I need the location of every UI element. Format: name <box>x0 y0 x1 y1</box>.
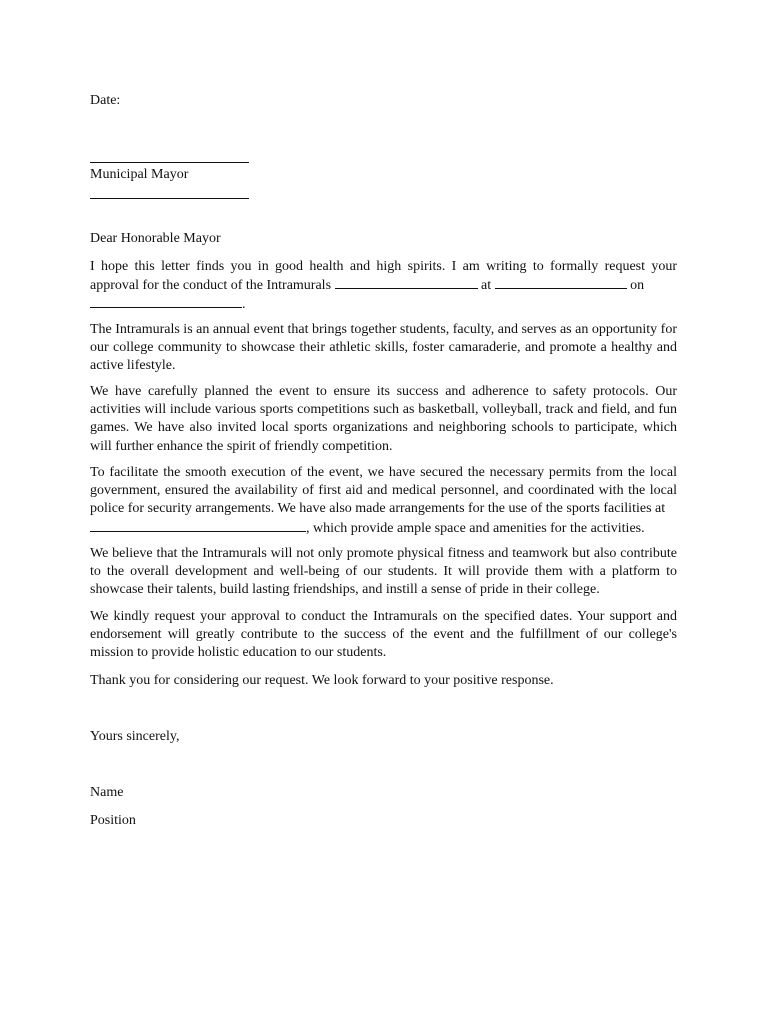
at-text: at <box>481 278 492 294</box>
paragraph-1-text: I hope this letter finds you in good health and high spirits. I am writing to formally request your approval for the conduct of the Intramurals <box>90 259 677 294</box>
event-name-blank <box>335 276 478 289</box>
date-label: Date: <box>90 93 121 108</box>
paragraph-4-text: To facilitate the smooth execution of the event, we have secured the necessary permits from the local government, ensured the availability of first aid and medical personnel, and coordinated with the local police for security arrangements. We have also made arrangements for the use of the sports facilities at <box>90 465 677 517</box>
signer-name: Name <box>90 785 124 800</box>
salutation: Dear Honorable Mayor <box>90 231 221 246</box>
recipient-name-blank <box>90 162 249 163</box>
paragraph-7: Thank you for considering our request. We look forward to your positive response. <box>90 673 554 688</box>
period-text: . <box>242 297 246 313</box>
date-blank <box>90 295 242 308</box>
recipient-address-blank <box>90 198 249 199</box>
facility-blank <box>90 519 306 532</box>
closing: Yours sincerely, <box>90 729 180 744</box>
on-text: on <box>630 278 645 294</box>
venue-blank <box>495 276 627 289</box>
paragraph-4 <box>90 464 677 538</box>
paragraph-2: The Intramurals is an annual event that brings together students, faculty, and serves as an opportunity for our college community to showcase their athletic skills, foster camaraderie, and promote a healthy and active lifestyle. <box>90 322 677 374</box>
paragraph-4-end: , which provide ample space and amenities for the activities. <box>306 520 645 536</box>
paragraph-5: We believe that the Intramurals will not only promote physical fitness and teamwork but also contribute to the overall development and well-being of our students. It will provide them with a platform to showcase their talents, build lasting friendships, and instill a sense of pride in their college. <box>90 546 677 598</box>
paragraph-1 <box>90 258 677 315</box>
paragraph-3: We have carefully planned the event to ensure its success and adherence to safety protocols. Our activities will include various sports competitions such as basketball, volleyball, track and field, and fun games. We have also invited local sports organizations and neighboring schools to participate, which will further enhance the spirit of friendly competition. <box>90 384 677 454</box>
signer-position: Position <box>90 813 136 828</box>
paragraph-6: We kindly request your approval to conduct the Intramurals on the specified dates. Your support and endorsement will greatly contribute to the success of the event and the fulfillment of our college's mission to provide holistic education to our students. <box>90 609 677 661</box>
recipient-title: Municipal Mayor <box>90 167 189 182</box>
